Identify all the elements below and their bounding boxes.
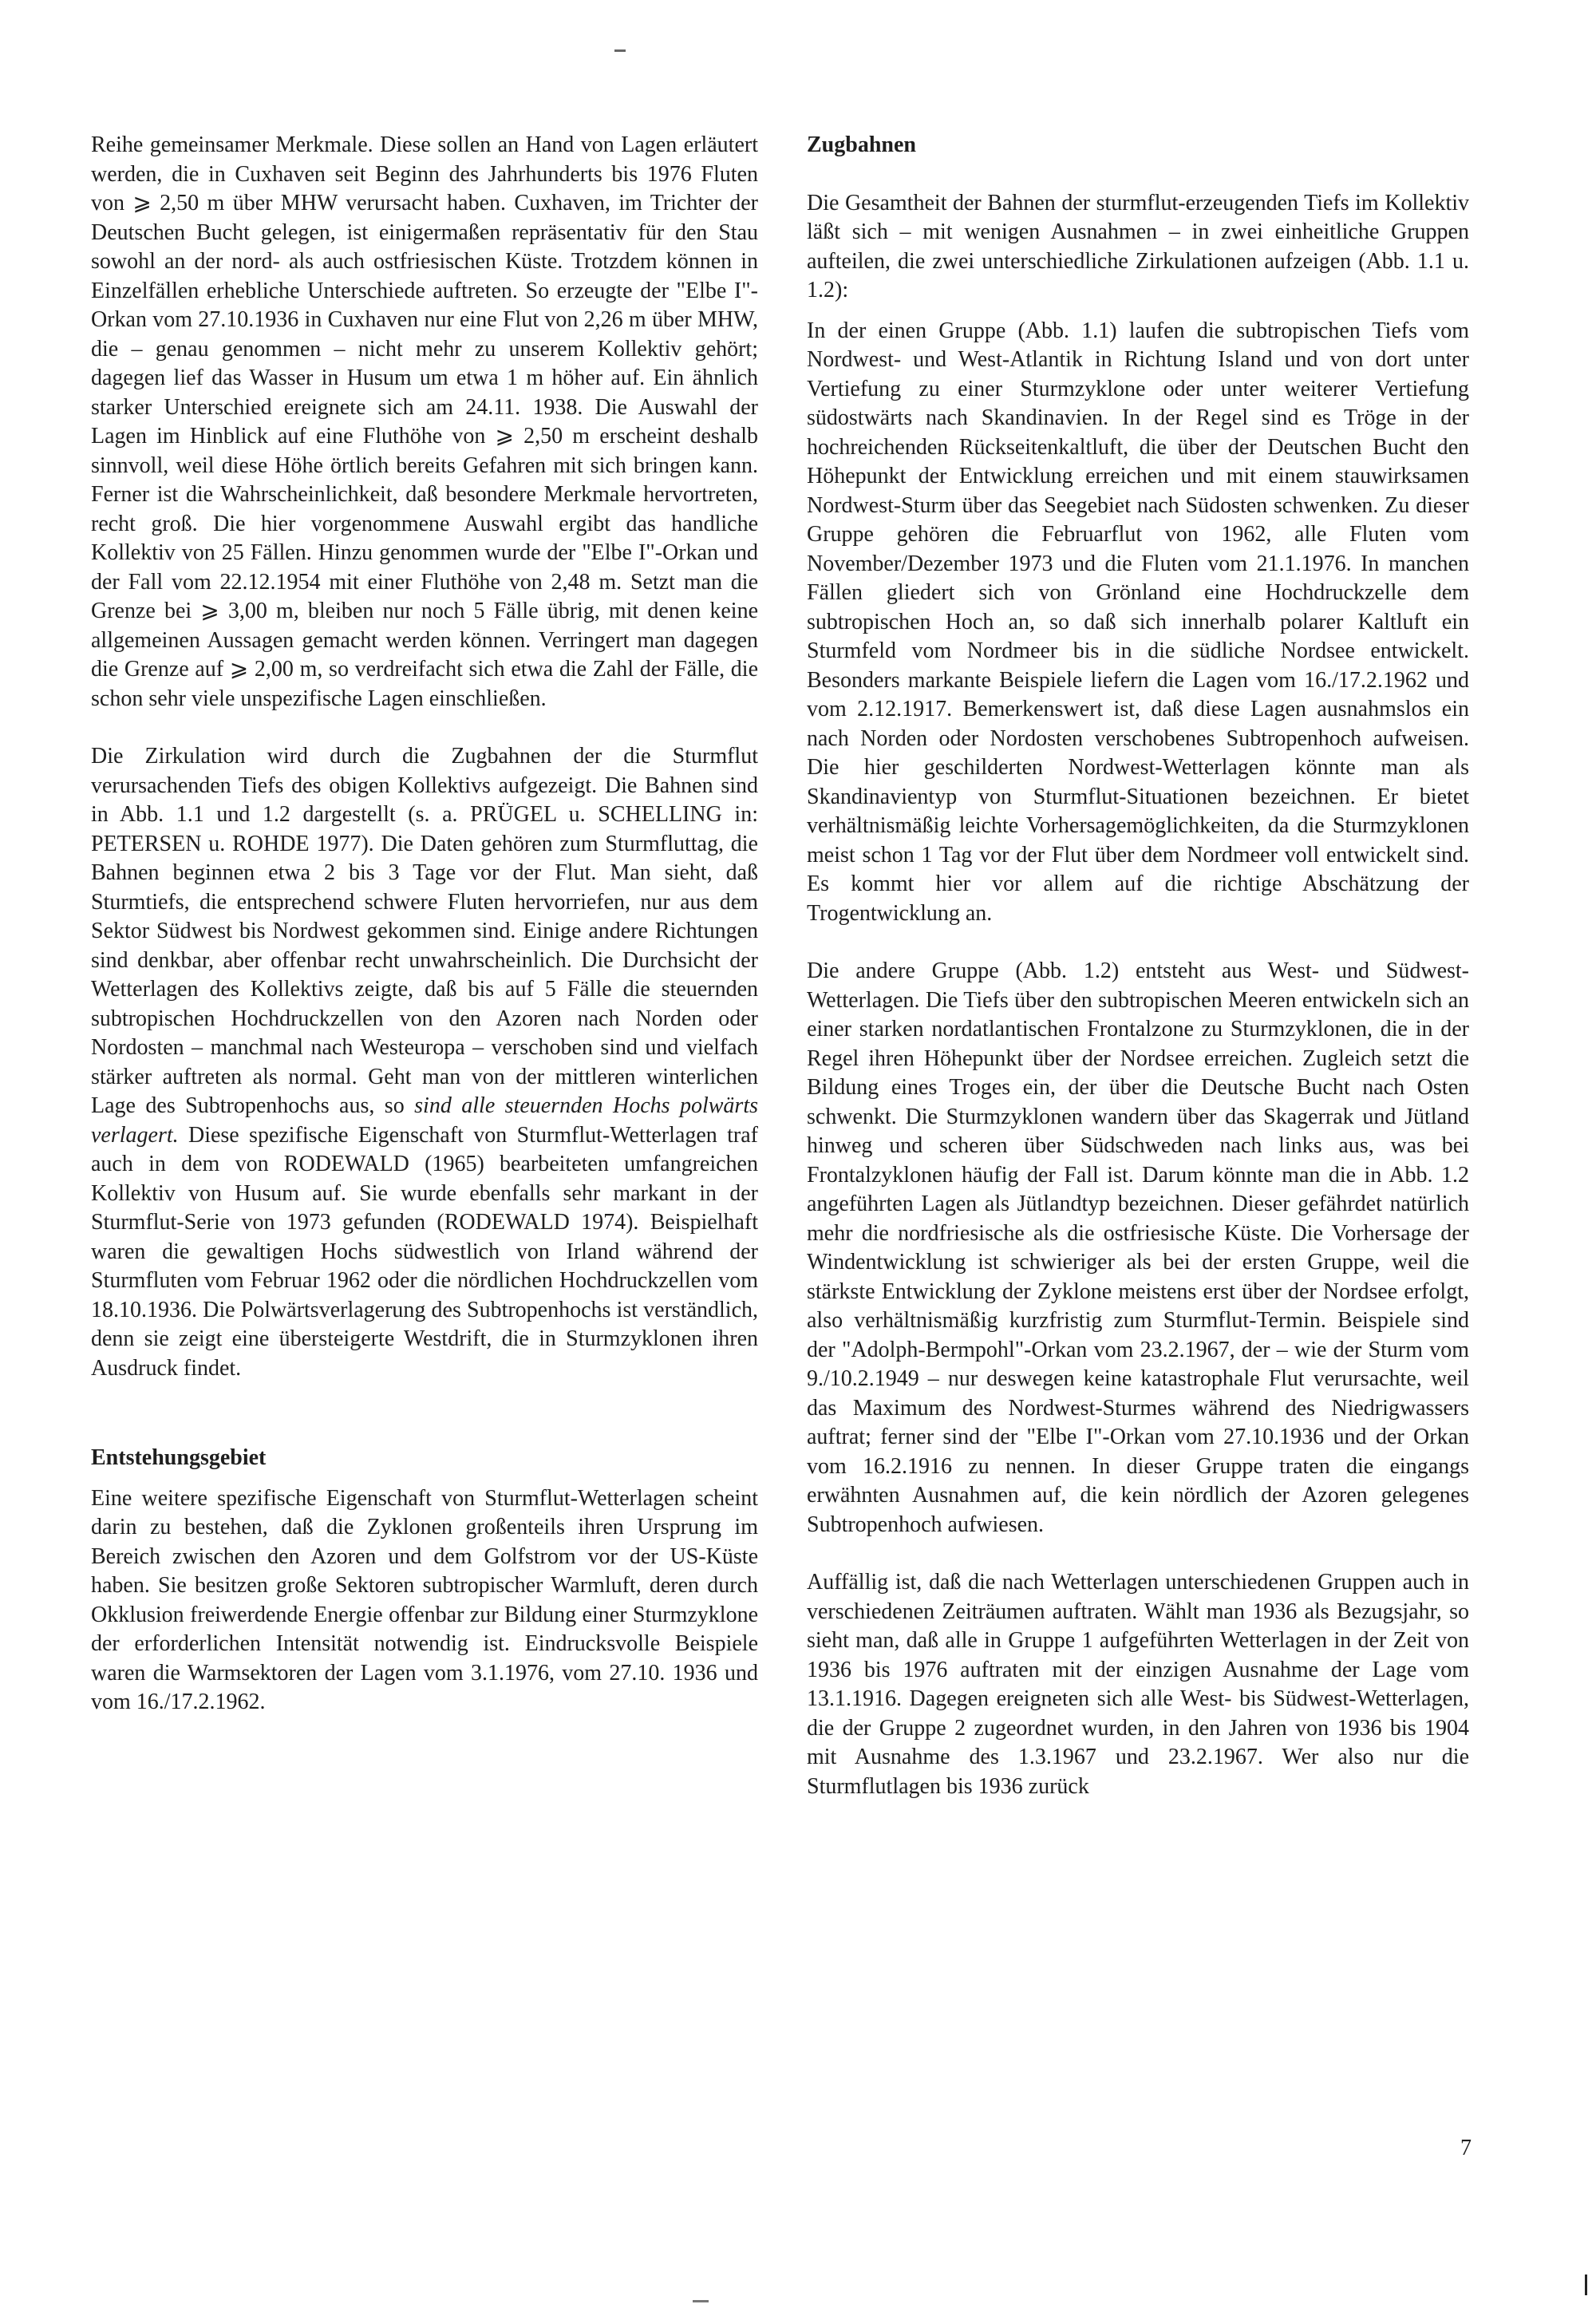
paragraph-origin-area: Eine weitere spezifische Eigenschaft von Sturmflut-Wetterlagen scheint darin zu bestehen, daß die Zyklonen großenteils ihren Ursprung im Bereich zwischen den Azoren und dem Golfstrom vor der US-Küste haben. Sie besitzen große Sektoren subtropischer Warmluft, deren durch Okklusion freiwerdende Energie offenbar zur Bildung einer Sturmzyklone der erforderlichen Intensität notwendig ist. Eindrucksvolle Beispiele waren die Warmsektoren der Lagen vom 3.1.1976, vom 27.10. 1936 und vom 16./17.2.1962. bbox=[91, 1485, 758, 1714]
paragraph-group-one: In der einen Gruppe (Abb. 1.1) laufen die subtropischen Tiefs vom Nordwest- und West-Atlantik in Richtung Island und von dort unter Vertiefung zu einer Sturmzyklone oder unter weiterer Vertiefung südostwärts nach Skandinavien. In der Regel sind es Tröge in der hochreichenden Rückseitenkaltluft, die über der Deutschen Bucht den Höhepunkt der Entwicklung erreichen und mit einem stauwirksamen Nordwest-Sturm über das Seegebiet nach Südosten schwenken. Zu dieser Gruppe gehören die Februarflut von 1962, alle Fluten vom November/Dezember 1973 und die Fluten vom 21.1.1976. In manchen Fällen gliedert sich von Grönland eine Hochdruckzelle dem subtropischen Hoch an, so daß sich innerhalb polarer Kaltluft ein Sturmfeld vom Nordmeer bis in die südliche Nordsee entwickelt. Besonders markante Beispiele liefern die Lagen vom 16./17.2.1962 und vom 2.12.1917. Bemerkenswert ist, daß diese Lagen ausnahmslos ein nach Norden oder Nordosten verschobenes Subtropenhoch aufweisen. Die hier geschilderten Nordwest-Wetterlagen könnte man als Skandinavientyp von Sturmflut-Situationen bezeichnen. Er bietet verhältnismäßig leichte Vorhersagemöglichkeiten, da die Sturmzyklonen meist schon 1 Tag vor der Flut über dem Nordmeer voll entwickelt sind. Es kommt hier vor allem auf die richtige Abschätzung der Trogentwicklung an. bbox=[807, 318, 1469, 926]
paragraph-circulation-part1: Die Zirkulation wird durch die Zugbahnen der die Sturmflut verursachenden Tiefs des obigen Kollektivs aufgezeigt. Die Bahnen sind in Abb. 1.1 und 1.2 dargestellt (s. a. PRÜGEL u. SCHELLING in: PETERSEN u. ROHDE 1977). Die Daten gehören zum Sturmfluttag, die Bahnen beginnen etwa 2 bis 3 Tage vor der Flut. Man sieht, daß Sturmtiefs, die entsprechend schwere Fluten hervorriefen, nur aus dem Sektor Südwest bis Nordwest gekommen sind. Einige andere Richtungen sind denkbar, aber offenbar recht unwahrscheinlich. Die Durchsicht der Wetterlagen des Kollektivs zeigte, daß bis auf 5 Fälle die steuernden subtropischen Hochdruckzellen von den Azoren nach Norden oder Nordosten – manchmal nach Westeuropa – verschoben sind und vielfach stärker auftreten als normal. Geht man von der mittleren winterlichen Lage des Subtropenhochs aus, so bbox=[91, 744, 758, 1118]
paragraph-track-groups: Die Gesamtheit der Bahnen der sturmflut-erzeugenden Tiefs im Kollektiv läßt sich – mit wenigen Ausnahmen – in zwei einheitliche Gruppen aufteilen, die zwei unterschiedliche Zirkulationen aufzeigen (Abb. 1.1 u. 1.2): bbox=[807, 190, 1469, 302]
paragraph-circulation-part2: Diese spezifische Eigenschaft von Sturmflut-Wetterlagen traf auch in dem von RODEWALD (1965) bearbeiteten umfangreichen Kollektiv von Husum auf. Sie wurde ebenfalls sehr markant in der Sturmflut-Serie von 1973 gefunden (RODEWALD 1974). Beispielhaft waren die gewaltigen Hochs südwestlich von Irland während der Sturmfluten vom Februar 1962 oder die nördlichen Hochdruckzellen vom 18.10.1936. Die Polwärtsverlagerung des Subtropenhochs ist verständlich, denn sie zeigt eine übersteigerte Westdrift, die in Sturmzyklonen ihren Ausdruck findet. bbox=[91, 1122, 758, 1381]
section-heading-entstehungsgebiet: Entstehungsgebiet bbox=[91, 1445, 267, 1470]
paragraph-circulation bbox=[91, 742, 758, 1383]
scan-mark-top bbox=[614, 49, 626, 52]
section-heading-zugbahnen: Zugbahnen bbox=[807, 132, 916, 157]
left-column bbox=[91, 131, 758, 1717]
right-column bbox=[807, 131, 1469, 1801]
paragraph-group-two: Die andere Gruppe (Abb. 1.2) entsteht aus West- und Südwest-Wetterlagen. Die Tiefs über den subtropischen Meeren entwickeln sich an einer starken nordatlantischen Frontalzone zu Sturmzyklonen, die in der Regel ihren Höhepunkt über der Nordsee erreichen. Zugleich setzt die Bildung eines Troges ein, der über die Deutsche Bucht nach Osten schwenkt. Die Sturmzyklonen wandern über das Skagerrak und Jütland hinweg und scheren über Südschweden nach links aus, was bei Frontalzyklonen häufig der Fall ist. Darum könnte man die in Abb. 1.2 angeführten Lagen als Jütlandtyp bezeichnen. Dieser gefährdet natürlich mehr die nordfriesische als die ostfriesische Küste. Die Vorhersage der Windentwicklung ist schwieriger als bei der ersten Gruppe, weil die stärkste Entwicklung der Zyklone meistens erst über der Nordsee erfolgt, also verhältnismäßig kurzfristig zum Sturmflut-Termin. Beispiele sind der "Adolph-Bermpohl"-Orkan vom 23.2.1967, der – wie der Sturm vom 9./10.2.1949 – nur deswegen keine katastrophale Flut verursachte, weil das Maximum des Nordwest-Sturmes während des Niedrigwassers auftrat; ferner sind der "Elbe I"-Orkan vom 27.10.1936 und der Orkan vom 16.2.1916 zu nennen. In dieser Gruppe traten die eingangs erwähnten Ausnahmen auf, die kein nördlich der Azoren gelegenes Subtropenhoch aufwiesen. bbox=[807, 958, 1469, 1537]
scan-mark-edge bbox=[1585, 2275, 1587, 2295]
paragraph-selection-criteria: Reihe gemeinsamer Merkmale. Diese sollen an Hand von Lagen erläutert werden, die in Cuxhaven seit Beginn des Jahrhunderts bis 1976 Fluten von ⩾ 2,50 m über MHW verursacht haben. Cuxhaven, im Trichter der Deutschen Bucht gelegen, ist einigermaßen repräsentativ für den Stau sowohl an der nord- als auch ostfriesischen Küste. Trotzdem können in Einzelfällen erhebliche Unterschiede auftreten. So erzeugte der "Elbe I"-Orkan vom 27.10.1936 in Cuxhaven nur eine Flut von 2,26 m über MHW, die – genau genommen – nicht mehr zu unserem Kollektiv gehört; dagegen lief das Wasser in Husum um etwa 1 m höher auf. Ein ähnlich starker Unterschied ereignete sich am 24.11. 1938. Die Auswahl der Lagen im Hinblick auf eine Fluthöhe von ⩾ 2,50 m erscheint deshalb sinnvoll, weil diese Höhe örtlich bereits Gefahren mit sich bringen kann. Ferner ist die Wahrscheinlichkeit, daß besondere Merkmale hervortreten, recht groß. Die hier vorgenommene Auswahl ergibt das handliche Kollektiv von 25 Fällen. Hinzu genommen wurde der "Elbe I"-Orkan und der Fall vom 22.12.1954 mit einer Fluthöhe von 2,48 m. Setzt man die Grenze bei ⩾ 3,00 m, bleiben nur noch 5 Fälle übrig, mit denen keine allgemeinen Aussagen gemacht werden können. Verringert man dagegen die Grenze auf ⩾ 2,00 m, so verdreifacht sich etwa die Zahl der Fälle, die schon sehr viele unspezifische Lagen einschließen. bbox=[91, 132, 758, 711]
paragraph-time-periods: Auffällig ist, daß die nach Wetterlagen unterschiedenen Gruppen auch in verschiedenen Zeiträumen auftraten. Wählt man 1936 als Bezugsjahr, so sieht man, daß alle in Gruppe 1 aufgeführten Wetterlagen in der Zeit von 1936 bis 1976 auftraten mit der einzigen Ausnahme der Lage vom 13.1.1916. Dagegen ereigneten sich alle West- bis Südwest-Wetterlagen, die der Gruppe 2 zugeordnet wurden, in den Jahren von 1936 bis 1904 mit Ausnahme des 1.3.1967 und 23.2.1967. Wer also nur die Sturmflutlagen bis 1936 zurück bbox=[807, 1570, 1469, 1799]
scan-mark-bottom bbox=[693, 2300, 709, 2302]
emphasis-poleward-shift: sind alle steuernden Hochs polwärts verlagert. bbox=[91, 1093, 758, 1148]
page-number: 7 bbox=[1460, 2136, 1472, 2160]
